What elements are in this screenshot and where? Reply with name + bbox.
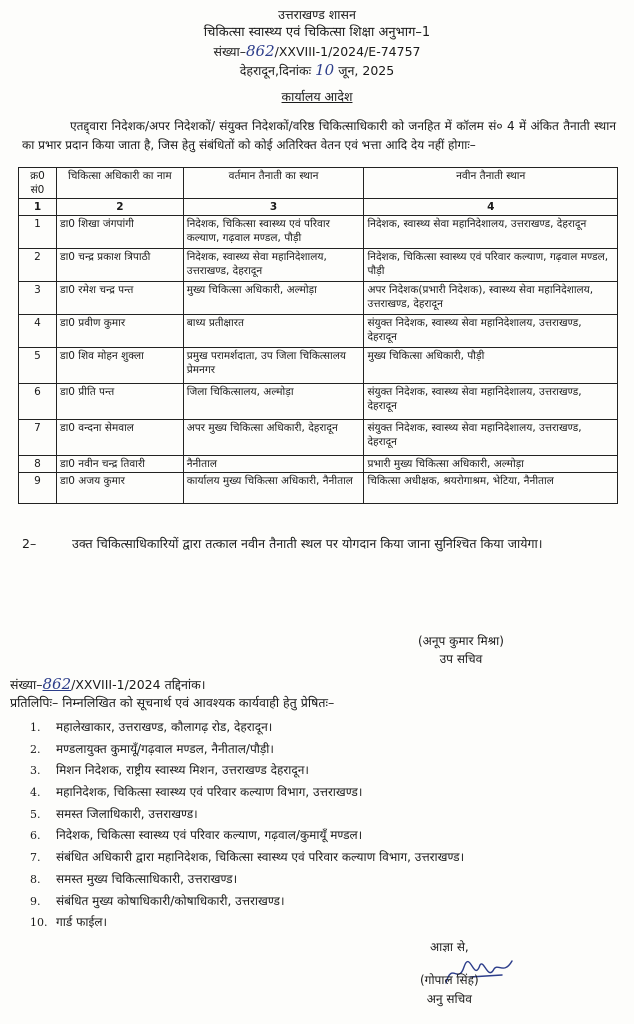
list-item: 10. गार्ड फाईल। [30, 915, 108, 930]
paragraph-2-number: 2– [22, 536, 37, 551]
table-col-number-row: 1 2 3 4 [19, 199, 618, 216]
order-title: कार्यालय आदेश [281, 89, 353, 104]
posting-table [18, 167, 618, 504]
signatory-name: (गोपाल सिंह) [420, 973, 479, 987]
list-item: 5. समस्त जिलाधिकारी, उत्तराखण्ड। [30, 806, 198, 821]
intro-paragraph: एतद्द्वारा निदेशक/अपर निदेशकों/ संयुक्त निदेशकों/वरिष्ठ चिकित्साधिकारी को जनहित में कॉलम सं० 4 में अंकित तैनाती स्थान का प्रभार प्रदान किया जाता है, जिस हेतु संबंधितों को कोई अतिरिक्त वेतन एवं भत्ता आदि देय नहीं होगाः– [22, 119, 616, 152]
table-row: 9 डा0 अजय कुमार कार्यालय मुख्य चिकित्सा अधिकारी, नैनीताल चिकित्सा अधीक्षक, श्रयरोगाश्रम, भेटिया, नैनीताल [19, 473, 618, 504]
paragraph-2-text: उक्त चिकित्साधिकारियों द्वारा तत्काल नवीन तैनाती स्थल पर योगदान किया जाना सुनिश्चित किया जायेगा। [72, 536, 543, 551]
handwritten-copy-ref-number: 862 [42, 675, 72, 693]
list-item: 9. संबंधित मुख्य कोषाधिकारी/कोषाधिकारी, उत्तराखण्ड। [30, 893, 285, 908]
table-row: 7 डा0 वन्दना सेमवाल अपर मुख्य चिकित्सा अधिकारी, देहरादून संयुक्त निदेशक, स्वास्थ्य सेवा महानिदेशालय, उत्तराखण्ड, देहरादून [19, 420, 618, 456]
list-item: 1. महालेखाकार, उत्तराखण्ड, कौलागढ़ रोड, देहरादून। [30, 720, 273, 734]
list-item: 2. मण्डलायुक्त कुमायूँ/गढ़वाल मण्डल, नैनीताल/पौड़ी। [30, 741, 274, 756]
col-header-sno: क्र0 सं0 [19, 168, 57, 199]
copy-to-line: प्रतिलिपिः– निम्नलिखित को सूचनार्थ एवं आवश्यक कार्यवाही हेतु प्रेषितः– [10, 695, 335, 710]
list-item: 7. संबंधित अधिकारी द्वारा महानिदेशक, चिकित्सा स्वास्थ्य एवं परिवार कल्याण विभाग, उत्तराखण्ड। [30, 850, 465, 865]
table-row: 3 डा0 रमेश चन्द्र पन्त मुख्य चिकित्सा अधिकारी, अल्मोड़ा अपर निदेशक(प्रभारी निदेशक), स्वास्थ्य सेवा महानिदेशालय, उत्तराखण्ड, देहरादून [19, 282, 618, 315]
govt-name: उत्तराखण्ड शासन [278, 7, 356, 22]
col-header-current: वर्तमान तैनाती का स्थान [183, 168, 364, 199]
col-header-name: चिकित्सा अधिकारी का नाम [56, 168, 183, 199]
signatory-name: (अनूप कुमार मिश्रा) [418, 634, 504, 648]
signatory-designation: उप सचिव [439, 652, 483, 666]
handwritten-ref-number: 862 [246, 42, 275, 60]
letter-header [0, 0, 634, 80]
handwritten-date-day: 10 [315, 61, 335, 79]
table-row: 6 डा0 प्रीति पन्त जिला चिकित्सालय, अल्मोड़ा संयुक्त निदेशक, स्वास्थ्य सेवा महानिदेशालय, उत्तराखण्ड, देहरादून [19, 384, 618, 420]
by-order-text: आज्ञा से, [429, 940, 469, 954]
paragraph-2 [22, 534, 616, 554]
table-header-row [19, 168, 618, 199]
recipient-list [30, 717, 464, 934]
list-item: 3. मिशन निदेशक, राष्ट्रीय स्वास्थ्य मिशन, उत्तराखण्ड देहरादून। [30, 763, 309, 778]
table-row: 8 डा0 नवीन चन्द्र तिवारी नैनीताल प्रभारी मुख्य चिकित्सा अधिकारी, अल्मोड़ा [19, 456, 618, 473]
table-row: 1 डा0 शिखा जंगपांगी निदेशक, चिकित्सा स्वास्थ्य एवं परिवार कल्याण, गढ़वाल मण्डल, पौड़ी निदेशक, स्वास्थ्य सेवा महानिदेशालय, उत्तराखण्ड, देहरादून [19, 216, 618, 249]
table-row: 5 डा0 शिव मोहन शुक्ला प्रमुख परामर्शदाता, उप जिला चिकित्सालय प्रेमनगर मुख्य चिकित्सा अधिकारी, पौड़ी [19, 348, 618, 384]
list-item: 8. समस्त मुख्य चिकित्साधिकारी, उत्तराखण्ड। [30, 871, 238, 886]
col-header-new: नवीन तैनाती स्थान [364, 168, 618, 199]
list-item: 6. निदेशक, चिकित्सा स्वास्थ्य एवं परिवार कल्याण, गढ़वाल/कुमायूँ मण्डल। [30, 828, 363, 843]
copy-reference: संख्या–862/XXVIII-1/2024 तद्दिनांक। प्रतिलिपिः– निम्नलिखित को सूचनार्थ एवं आवश्यक कार्यवाही हेतु प्रेषितः– [10, 675, 335, 710]
list-item: 4. महानिदेशक, चिकित्सा स्वास्थ्य एवं परिवार कल्याण विभाग, उत्तराखण्ड। [30, 785, 363, 800]
reference-number: संख्या–862/XXVIII-1/2024/E-74757 [213, 42, 421, 60]
table-row: 4 डा0 प्रवीण कुमार बाध्य प्रतीक्षारत संयुक्त निदेशक, स्वास्थ्य सेवा महानिदेशालय, उत्तराखण्ड, देहरादून [19, 315, 618, 348]
table-row: 2 डा0 चन्द्र प्रकाश त्रिपाठी निदेशक, स्वास्थ्य सेवा महानिदेशालय, उत्तराखण्ड, देहरादून निदेशक, चिकित्सा स्वास्थ्य एवं परिवार कल्याण, गढ़वाल मण्डल, पौड़ी [19, 249, 618, 282]
signatory-deputy-secretary [418, 632, 504, 668]
department-name: चिकित्सा स्वास्थ्य एवं चिकित्सा शिक्षा अनुभाग–1 [203, 25, 431, 40]
signatory-under-secretary [420, 938, 479, 1009]
letter-date: देहरादून,दिनांकः 10 जून, 2025 [239, 61, 395, 79]
signatory-designation: अनु सचिव [426, 992, 472, 1006]
